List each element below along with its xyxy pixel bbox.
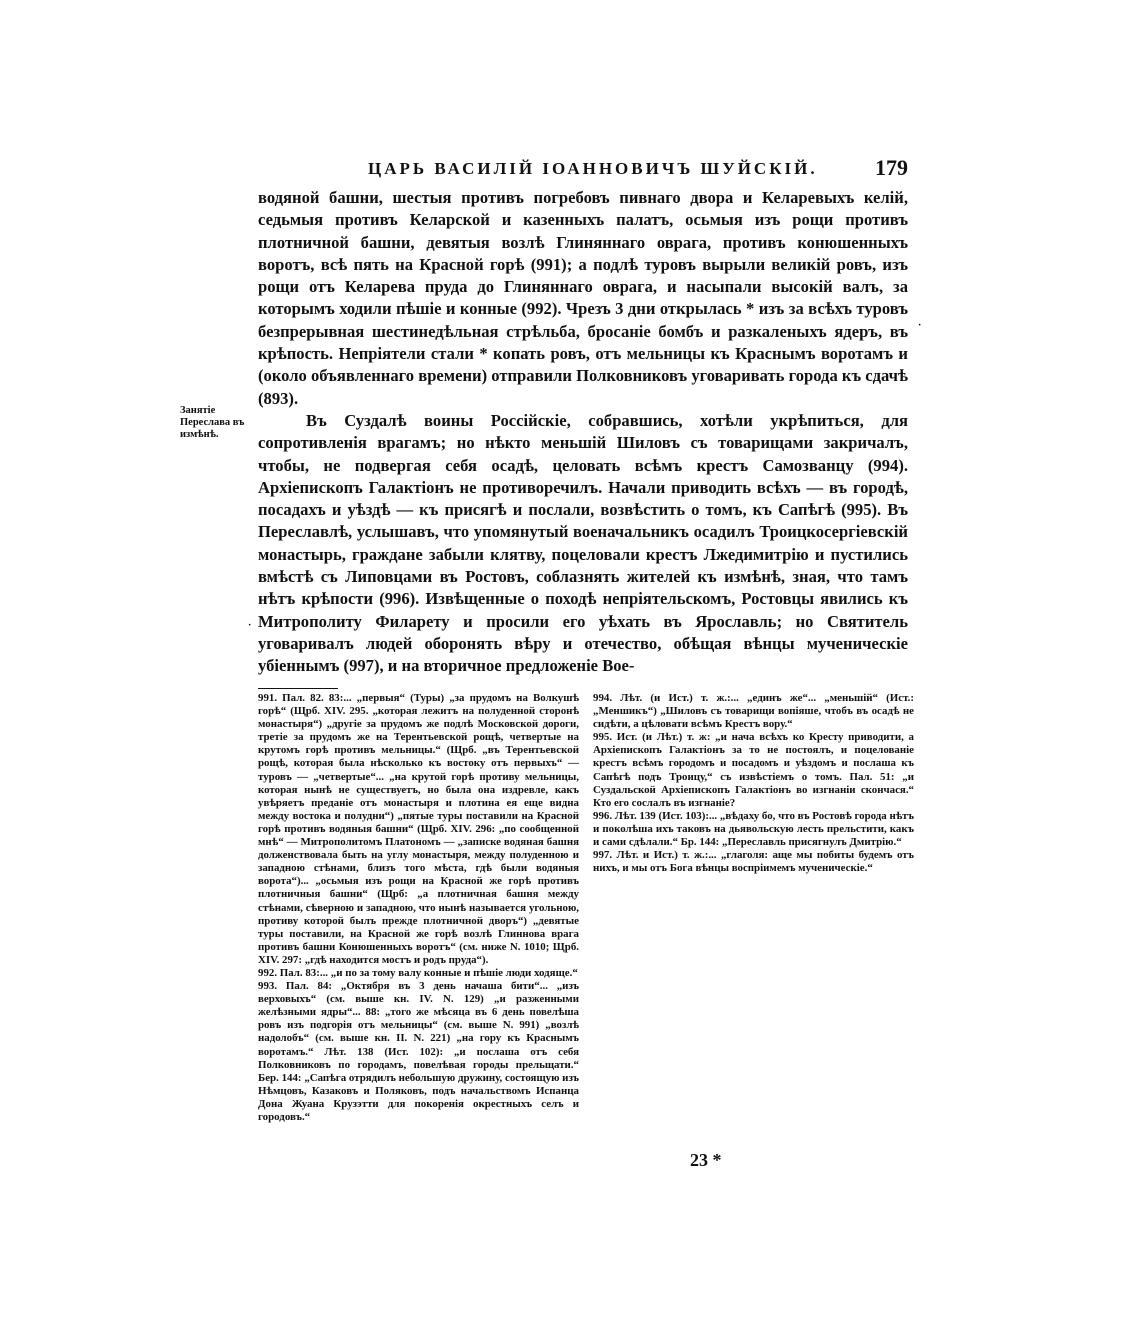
footnotes (258, 692, 914, 1140)
footnote-996: 996. Лѣт. 139 (Ист. 103):... „вѣдаху бо, что въ Ростовѣ города нѣтъ и поколѣша ихъ таковъ на дьявольскую лесть прельстити, какъ и сами сдѣлали.“ Бр. 144: „Переславль присягнулъ Дмитрію.“ (593, 809, 914, 849)
footnote-992: 992. Пал. 83:... „и по за тому валу конные и пѣшіе люди ходяще.“ (258, 966, 578, 979)
running-title: ЦАРЬ ВАСИЛІЙ ІОАННОВИЧЪ ШУЙСКІЙ. (368, 159, 818, 178)
margin-dot: · (248, 620, 252, 631)
margin-note: Занятіе Переслава въ измѣнѣ. (180, 405, 245, 440)
footnote-994: 994. Лѣт. (и Ист.) т. ж.:... „единъ же“... „меньшій“ (Ист.: „Меншикъ“) „Шиловъ съ товарищи вопіяше, чтобъ въ осадѣ не сидѣти, а цѣловати всѣмъ Крестъ вору.“ (593, 692, 914, 731)
footnote-995: 995. Ист. (и Лѣт.) т. ж: „и нача всѣхъ ко Кресту приводити, а Архіепископъ Галактіонъ за то не постоялъ, и поцелованіе крестъ всѣмъ городомъ и посадомъ и уѣздомъ и послаша къ Сапѣгѣ подъ Троицу,“ съ извѣстіемъ о томъ. Пал. 51: „и Суздальской Архіепископъ Галактіонъ во изгнаніи скончася.“ Кто его сослалъ въ изгнаніе? (593, 731, 914, 809)
footnote-rule (258, 688, 338, 689)
paragraph-1: водяной башни, шестыя противъ погребовъ пивнаго двора и Келаревыхъ келій, седьмыя противъ Келарской и казенныхъ палатъ, осьмыя изъ рощи противъ плотничной башни, девятыя возлѣ Глиняннаго оврага, противъ конюшенныхъ воротъ, всѣ пять на Красной горѣ (991); а подлѣ туровъ вырыли великій ровъ, изъ рощи отъ Келарева пруда до Глиняннаго оврага, и насыпали высокій валъ, за которымъ ходили пѣшіе и конные (992). Чрезъ 3 дни открылась * изъ за всѣхъ туровъ безпрерывная шестинедѣльная стрѣльба, бросаніе бомбъ и разкаленыхъ ядеръ, въ крѣпость. Непріятели стали * копать ровъ, отъ мельницы къ Краснымъ воротамъ и (около объявленнаго времени) отправили Полковниковъ уговаривать города къ сдачѣ (893). (258, 188, 908, 408)
footnote-997: 997. Лѣт. и Ист.) т. ж.:... „глаголя: аще мы побиты будемъ отъ нихъ, и мы отъ Бога вѣнцы воспріимемъ мученическіе.“ (593, 849, 914, 875)
footnote-991: 991. Пал. 82. 83:... „первыя“ (Туры) „за прудомъ на Волкушѣ горѣ“ (Щрб. XIV. 295. „которая лежитъ на полуденной сторонѣ монастыря“) „другіе за прудомъ же подлѣ Московской дороги, третіе за прудомъ же на Терентьевской рощѣ, четвертые на крутомъ горѣ противъ мельницы.“ (Щрб. „въ Терентьевской рощѣ, которая была нѣсколько къ востоку отъ первыхъ“ — туровъ — „четвертые“... „на крутой горѣ противу мельницы, которая нынѣ не существуетъ, но была она издревле, какъ увѣряетъ преданіе отъ монастыря и плотина ея еще видна между востока и полудни“) „пятые туры поставили на Красной горѣ противъ водяныя башни“ (Щрб. XIV. 296: „по сообщенной мнѣ“ — Митрополитомъ Платономъ — „записке водяная башня долженствовала быть на углу монастыря, между полуденною и западною стѣнами, близъ того мѣста, гдѣ были водяныя ворота“)... „осьмыя изъ рощи на Красной же горѣ противъ плотничныя башни“ (Щрб: „а плотничная башня между стѣнами, сѣверною и западною, что нынѣ называется угольною, противу которой былъ прежде плотничной дворъ“) „девятые туры поставили, на Красной же горѣ возлѣ Глиннова врага противъ башни Конюшенныхъ воротъ“ (см. ниже N. 1010; Щрб. XIV. 297: „гдѣ находится мостъ и родъ пруда“). (258, 692, 579, 966)
page-header (258, 155, 908, 185)
main-text (258, 187, 908, 678)
footnote-993: 993. Пал. 84: „Октября въ 3 день начаша бити“... „изъ верховыхъ“ (см. выше кн. IV. N. 129) „и разженными желѣзными ядры“... 88: „того же мѣсяца въ 6 день повелѣша ровъ изъ подгорія отъ мельницы“ (см. выше N. 991) „возлѣ надолобъ“ (см. выше кн. II. N. 221) „на гору къ Краснымъ воротамъ.“ Лѣт. 138 (Ист. 102): „и послаша отъ себя Полковниковъ по городамъ, повелѣвая городы прельщати.“ Бер. 144: „Сапѣга отрядилъ небольшую дружину, состоящую изъ Нѣмцовъ, Казаковъ и Поляковъ, подъ начальствомъ Испанца Дона Жуана Крузэтти для покоренія окрестныхъ селъ и городовъ.“ (258, 980, 579, 1123)
margin-dot: · (918, 320, 922, 331)
signature-mark: 23 * (690, 1150, 722, 1170)
page-number: 179 (875, 155, 908, 180)
paragraph-2: Въ Суздалѣ воины Россійскіе, собравшись, хотѣли укрѣпиться, для сопротивленія врагамъ; но нѣкто меньшій Шиловъ съ товарищами закричалъ, чтобы, не подвергая себя осадѣ, целовать всѣмъ крестъ Самозванцу (994). Архіепископъ Галактіонъ не противоречилъ. Начали приводить всѣхъ — въ городѣ, посадахъ и уѣздѣ — къ присягѣ и послали, возвѣстить о томъ, къ Сапѣгѣ (995). Въ Переславлѣ, услышавъ, что упомянутый военачальникъ осадилъ Троицкосергіевскій монастырь, граждане забыли клятву, поцеловали крестъ Лжедимитрію и пустились вмѣстѣ съ Липовцами въ Ростовъ, соблазнять жителей къ измѣнѣ, зная, что тамъ нѣтъ крѣпости (996). Извѣщенные о походѣ непріятельскомъ, Ростовцы явились къ Митрополиту Филарету и просили его уѣхать въ Ярославль; но Святитель уговаривалъ людей оборонять вѣру и отечество, обѣщая вѣнцы мученическіе убіеннымъ (997), и на вторичное предложеніе Вое- (258, 410, 908, 676)
